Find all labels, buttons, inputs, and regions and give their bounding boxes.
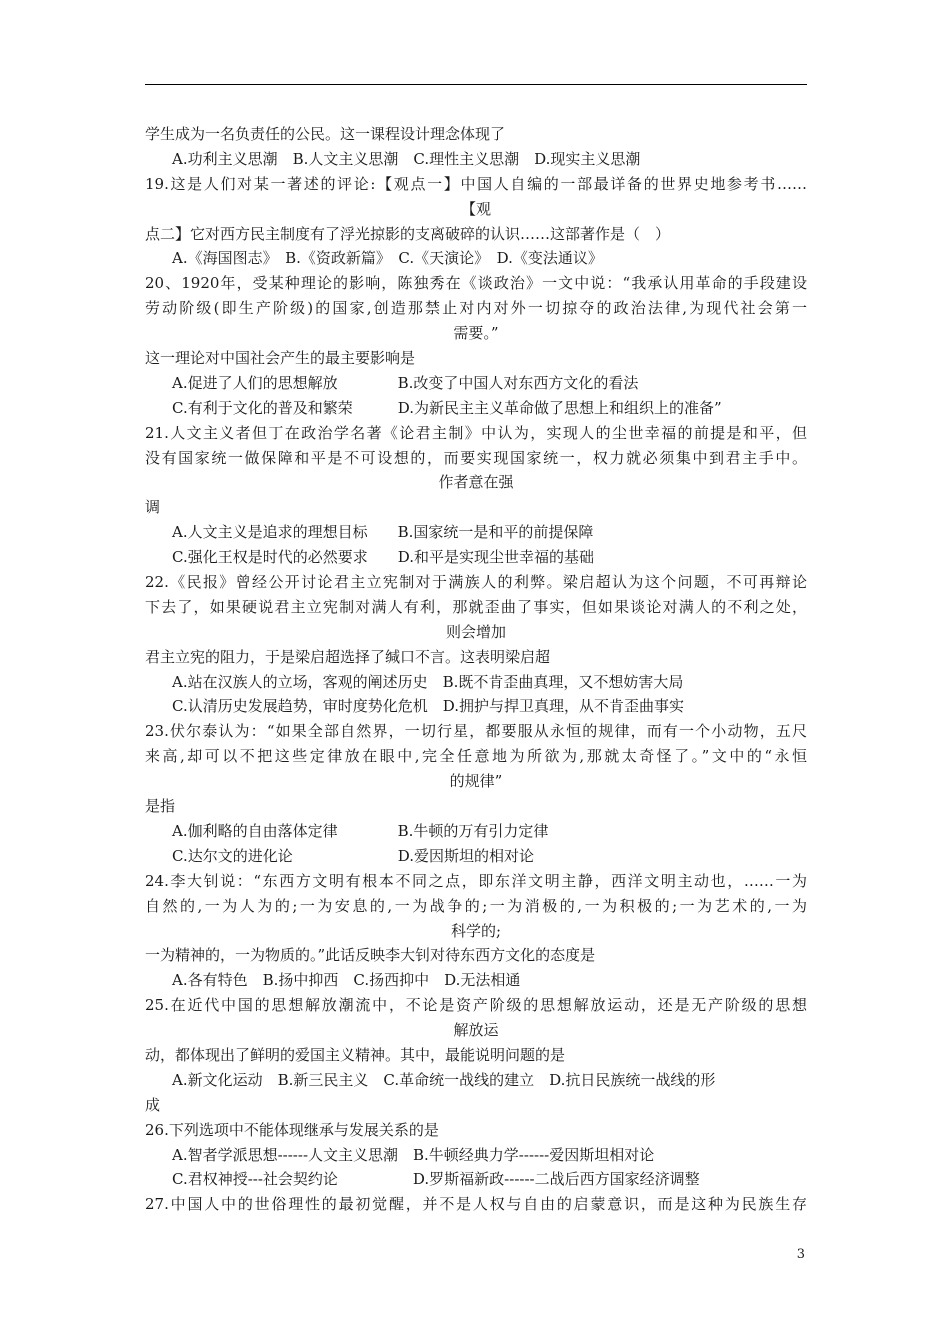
page-number: 3 (796, 1247, 805, 1262)
option-line: A.智者学派思想------人文主义思潮 B.牛顿经典力学------爱因斯坦相对论 (172, 1145, 655, 1164)
exam-page (145, 122, 807, 1217)
question-23: 23.伏尔泰认为：“如果全部自然界，一切行星，都要服从永恒的规律，而有一个小动物，五尺 (145, 722, 807, 741)
option-line: C.君权神授---社会契约论 D.罗斯福新政------二战后西方国家经济调整 (172, 1170, 700, 1189)
text-line: 点二】它对西方民主制度有了浮光掠影的支离破碎的认识……这部著作是（ ） (145, 224, 671, 243)
text-line: 则会增加 (445, 622, 506, 641)
text-line: 解放运 (453, 1021, 499, 1040)
question-24: 24.李大钊说：“东西方文明有根本不同之点，即东洋文明主静，西洋文明主动也，……一为 (145, 871, 807, 890)
text-line: 下去了，如果硬说君主立宪制对满人有利，那就歪曲了事实，但如果谈论对满人的不利之处， (145, 597, 807, 616)
question-21: 21.人文主义者但丁在政治学名著《论君主制》中认为，实现人的尘世幸福的前提是和平，但 (145, 423, 807, 442)
option-line: C.达尔文的进化论 D.爱因斯坦的相对论 (172, 846, 534, 865)
option-line: A.促进了人们的思想解放 B.改变了中国人对东西方文化的看法 (172, 373, 639, 392)
text-line: 没有国家统一做保障和平是不可设想的，而要实现国家统一，权力就必须集中到君主手中。 (145, 448, 807, 467)
text-line: 学生成为一名负责任的公民。这一课程设计理念体现了 (145, 125, 506, 143)
option-line: A.《海国图志》 B.《资政新篇》 C.《天演论》 D.《变法通议》 (172, 249, 603, 268)
option-line: A.站在汉族人的立场，客观的阐述历史 B.既不肯歪曲真理，又不想妨害大局 (172, 672, 684, 691)
option-line: A.伽利略的自由落体定律 B.牛顿的万有引力定律 (172, 821, 549, 840)
text-line: 动，都体现出了鲜明的爱国主义精神。其中，最能说明问题的是 (145, 1045, 566, 1064)
option-line: C.强化王权是时代的必然要求 D.和平是实现尘世幸福的基础 (172, 548, 594, 567)
text-line: 成 (145, 1095, 161, 1114)
text-line: 来高,却可以不把这些定律放在眼中,完全任意地为所欲为,那就太奇怪了。”文中的“永恒 (145, 747, 807, 766)
text-line: 劳动阶级(即生产阶级)的国家,创造那禁止对内对外一切掠夺的政治法律,为现代社会第一 (145, 299, 807, 318)
text-line: 君主立宪的阻力，于是梁启超选择了缄口不言。这表明梁启超 (145, 647, 551, 666)
option-line: C.认清历史发展趋势，审时度势化危机 D.拥护与捍卫真理，从不肯歪曲事实 (172, 697, 684, 716)
text-line: 【观 (460, 199, 491, 218)
text-line: 一为精神的，一为物质的。”此话反映李大钊对待东西方文化的态度是 (145, 946, 596, 965)
text-line: 科学的; (450, 921, 502, 940)
text-line: 的规律” (449, 772, 503, 791)
option-line: C.有利于文化的普及和繁荣 D.为新民主主义革命做了思想上和组织上的准备” (172, 398, 722, 417)
option-line: A.各有特色 B.扬中抑西 C.扬西抑中 D.无法相通 (172, 971, 521, 990)
text-line: 自然的,一为人为的;一为安息的,一为战争的;一为消极的,一为积极的;一为艺术的,一为 (145, 896, 807, 915)
question-27: 27.中国人中的世俗理性的最初觉醒，并不是人权与自由的启蒙意识，而是这种为民族生存 (145, 1195, 807, 1214)
question-26: 26.下列选项中不能体现继承与发展关系的是 (145, 1120, 439, 1139)
question-22: 22.《民报》曾经公开讨论君主立宪制对于满族人的利弊。梁启超认为这个问题，不可再辩论 (145, 573, 807, 592)
option-line: A.新文化运动 B.新三民主义 C.革命统一战线的建立 D.抗日民族统一战线的形 (172, 1070, 716, 1089)
question-19: 19.这是人们对某一著述的评论:【观点一】中国人自编的一部最详备的世界史地参考书…… (145, 174, 807, 193)
option-line: A.功利主义思潮 B.人文主义思潮 C.理性主义思潮 D.现实主义思潮 (172, 149, 641, 168)
text-line: 是指 (145, 797, 176, 816)
text-line: 作者意在强 (438, 473, 514, 492)
question-20: 20、1920年，受某种理论的影响，陈独秀在《谈政治》一文中说：“我承认用革命的手段建设 (145, 274, 807, 293)
option-line: A.人文主义是追求的理想目标 B.国家统一是和平的前提保障 (172, 523, 594, 542)
text-line: 调 (145, 498, 161, 517)
text-line: 需要。” (453, 324, 499, 343)
header-rule (145, 84, 807, 85)
question-25: 25.在近代中国的思想解放潮流中，不论是资产阶级的思想解放运动，还是无产阶级的思想 (145, 996, 807, 1015)
text-line: 这一理论对中国社会产生的最主要影响是 (145, 349, 416, 368)
